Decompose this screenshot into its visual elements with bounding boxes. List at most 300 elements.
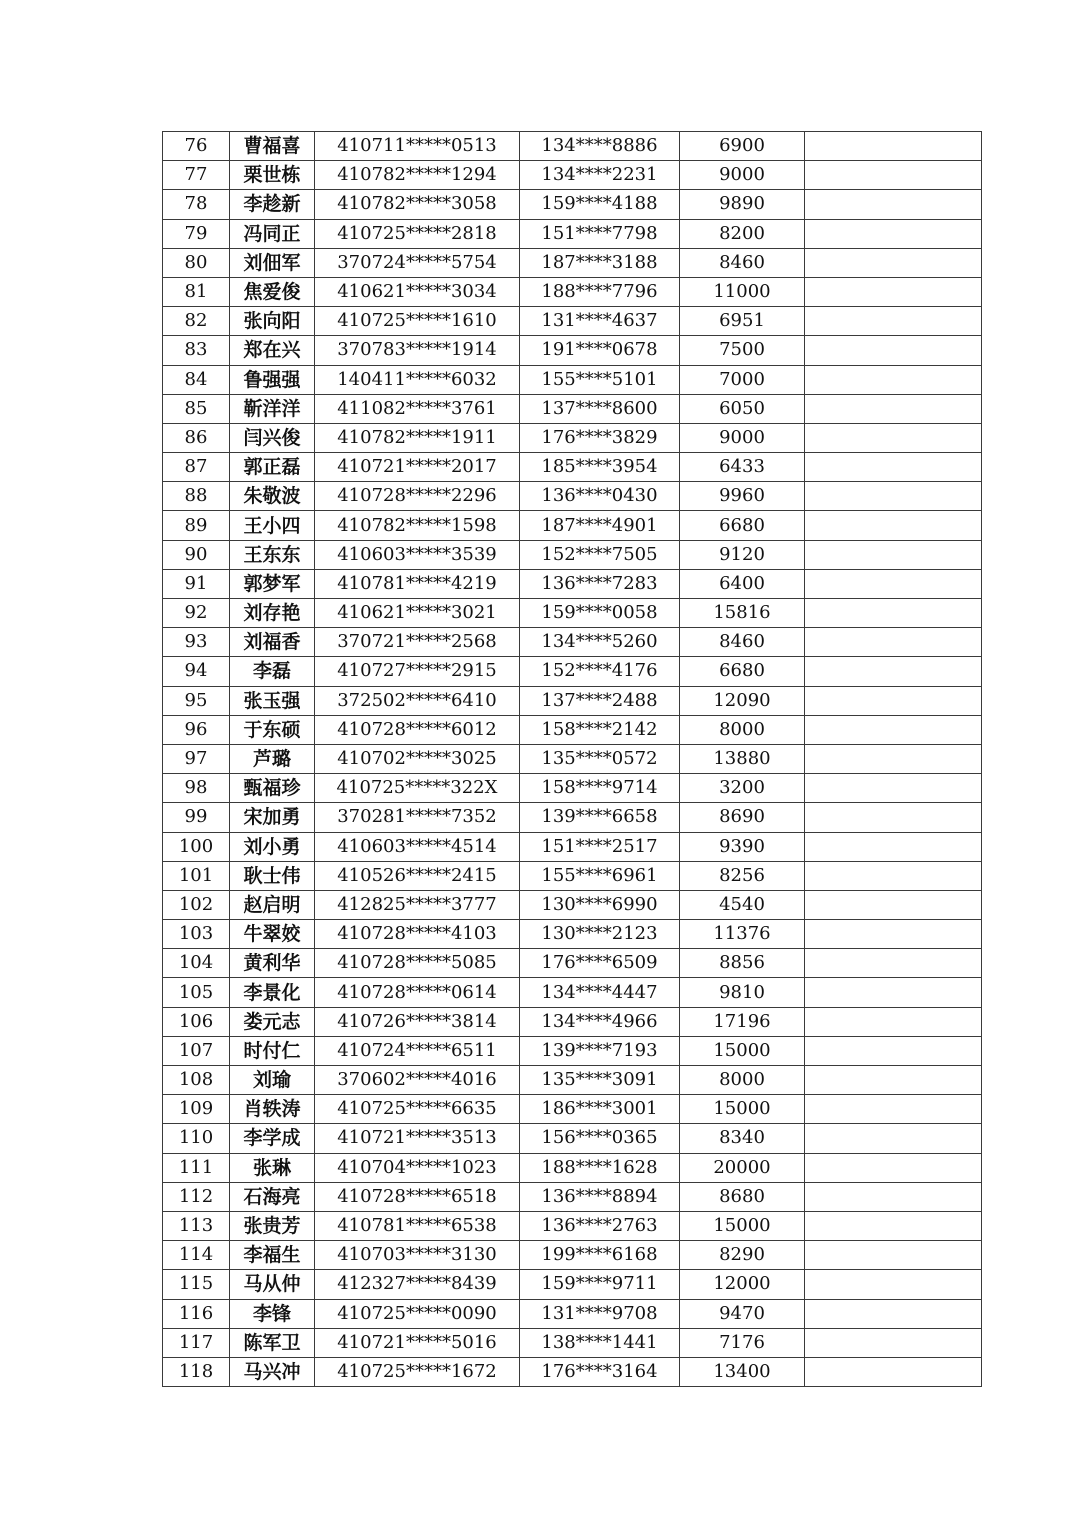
name-cell: 栗世栋 <box>230 161 315 190</box>
amount-cell: 12090 <box>680 686 805 715</box>
remark-cell <box>805 219 982 248</box>
name-cell: 张玉强 <box>230 686 315 715</box>
table-row <box>163 657 982 686</box>
row-number-cell: 94 <box>163 657 230 686</box>
amount-cell: 8680 <box>680 1182 805 1211</box>
amount-cell: 13400 <box>680 1357 805 1386</box>
id-number-cell: 370281*****7352 <box>315 803 520 832</box>
table-row <box>163 599 982 628</box>
name-cell: 赵启明 <box>230 890 315 919</box>
phone-cell: 136****0430 <box>520 482 680 511</box>
remark-cell <box>805 1270 982 1299</box>
remark-cell <box>805 540 982 569</box>
id-number-cell: 410781*****4219 <box>315 569 520 598</box>
amount-cell: 8200 <box>680 219 805 248</box>
id-number-cell: 410727*****2915 <box>315 657 520 686</box>
amount-cell: 6900 <box>680 132 805 161</box>
row-number-cell: 105 <box>163 978 230 1007</box>
remark-cell <box>805 890 982 919</box>
amount-cell: 6680 <box>680 511 805 540</box>
phone-cell: 152****7505 <box>520 540 680 569</box>
phone-cell: 187****3188 <box>520 248 680 277</box>
table-row <box>163 336 982 365</box>
phone-cell: 137****8600 <box>520 394 680 423</box>
name-cell: 靳洋洋 <box>230 394 315 423</box>
name-cell: 陈军卫 <box>230 1328 315 1357</box>
amount-cell: 9470 <box>680 1299 805 1328</box>
name-cell: 郑在兴 <box>230 336 315 365</box>
remark-cell <box>805 1036 982 1065</box>
amount-cell: 9000 <box>680 161 805 190</box>
row-number-cell: 95 <box>163 686 230 715</box>
row-number-cell: 118 <box>163 1357 230 1386</box>
row-number-cell: 88 <box>163 482 230 511</box>
table-row <box>163 219 982 248</box>
id-number-cell: 411082*****3761 <box>315 394 520 423</box>
name-cell: 李学成 <box>230 1124 315 1153</box>
remark-cell <box>805 132 982 161</box>
table-row <box>163 365 982 394</box>
row-number-cell: 82 <box>163 307 230 336</box>
remark-cell <box>805 511 982 540</box>
remark-cell <box>805 569 982 598</box>
id-number-cell: 410782*****3058 <box>315 190 520 219</box>
id-number-cell: 410724*****6511 <box>315 1036 520 1065</box>
remark-cell <box>805 248 982 277</box>
name-cell: 芦璐 <box>230 744 315 773</box>
amount-cell: 8460 <box>680 628 805 657</box>
phone-cell: 176****6509 <box>520 949 680 978</box>
amount-cell: 15816 <box>680 599 805 628</box>
name-cell: 李景化 <box>230 978 315 1007</box>
row-number-cell: 115 <box>163 1270 230 1299</box>
row-number-cell: 92 <box>163 599 230 628</box>
phone-cell: 134****5260 <box>520 628 680 657</box>
id-number-cell: 410721*****5016 <box>315 1328 520 1357</box>
phone-cell: 186****3001 <box>520 1095 680 1124</box>
amount-cell: 6050 <box>680 394 805 423</box>
table-row <box>163 540 982 569</box>
remark-cell <box>805 1357 982 1386</box>
amount-cell: 7500 <box>680 336 805 365</box>
amount-cell: 9810 <box>680 978 805 1007</box>
phone-cell: 134****2231 <box>520 161 680 190</box>
phone-cell: 158****9714 <box>520 774 680 803</box>
phone-cell: 134****4966 <box>520 1007 680 1036</box>
row-number-cell: 117 <box>163 1328 230 1357</box>
row-number-cell: 112 <box>163 1182 230 1211</box>
amount-cell: 9890 <box>680 190 805 219</box>
phone-cell: 136****8894 <box>520 1182 680 1211</box>
row-number-cell: 91 <box>163 569 230 598</box>
remark-cell <box>805 1007 982 1036</box>
table-row <box>163 569 982 598</box>
id-number-cell: 370602*****4016 <box>315 1066 520 1095</box>
row-number-cell: 86 <box>163 423 230 452</box>
remark-cell <box>805 161 982 190</box>
row-number-cell: 108 <box>163 1066 230 1095</box>
amount-cell: 9960 <box>680 482 805 511</box>
id-number-cell: 410781*****6538 <box>315 1211 520 1240</box>
id-number-cell: 410728*****6518 <box>315 1182 520 1211</box>
remark-cell <box>805 1066 982 1095</box>
table-row <box>163 1328 982 1357</box>
row-number-cell: 98 <box>163 774 230 803</box>
phone-cell: 159****0058 <box>520 599 680 628</box>
remark-cell <box>805 1182 982 1211</box>
name-cell: 张贵芳 <box>230 1211 315 1240</box>
amount-cell: 15000 <box>680 1036 805 1065</box>
remark-cell <box>805 715 982 744</box>
id-number-cell: 412825*****3777 <box>315 890 520 919</box>
id-number-cell: 370724*****5754 <box>315 248 520 277</box>
remark-cell <box>805 365 982 394</box>
phone-cell: 138****1441 <box>520 1328 680 1357</box>
amount-cell: 6951 <box>680 307 805 336</box>
table-row <box>163 1241 982 1270</box>
remark-cell <box>805 861 982 890</box>
name-cell: 张琳 <box>230 1153 315 1182</box>
amount-cell: 15000 <box>680 1211 805 1240</box>
row-number-cell: 83 <box>163 336 230 365</box>
phone-cell: 185****3954 <box>520 453 680 482</box>
phone-cell: 151****2517 <box>520 832 680 861</box>
id-number-cell: 410726*****3814 <box>315 1007 520 1036</box>
name-cell: 刘福香 <box>230 628 315 657</box>
id-number-cell: 372502*****6410 <box>315 686 520 715</box>
remark-cell <box>805 1241 982 1270</box>
phone-cell: 199****6168 <box>520 1241 680 1270</box>
name-cell: 耿士伟 <box>230 861 315 890</box>
phone-cell: 130****6990 <box>520 890 680 919</box>
id-number-cell: 410721*****2017 <box>315 453 520 482</box>
phone-cell: 151****7798 <box>520 219 680 248</box>
phone-cell: 159****4188 <box>520 190 680 219</box>
id-number-cell: 410725*****322X <box>315 774 520 803</box>
name-cell: 宋加勇 <box>230 803 315 832</box>
amount-cell: 7000 <box>680 365 805 394</box>
name-cell: 李趁新 <box>230 190 315 219</box>
row-number-cell: 89 <box>163 511 230 540</box>
row-number-cell: 110 <box>163 1124 230 1153</box>
table-row <box>163 832 982 861</box>
amount-cell: 20000 <box>680 1153 805 1182</box>
amount-cell: 8460 <box>680 248 805 277</box>
id-number-cell: 410782*****1294 <box>315 161 520 190</box>
remark-cell <box>805 949 982 978</box>
name-cell: 闫兴俊 <box>230 423 315 452</box>
table-row <box>163 1007 982 1036</box>
phone-cell: 137****2488 <box>520 686 680 715</box>
amount-cell: 9000 <box>680 423 805 452</box>
row-number-cell: 107 <box>163 1036 230 1065</box>
id-number-cell: 410603*****4514 <box>315 832 520 861</box>
name-cell: 石海亮 <box>230 1182 315 1211</box>
remark-cell <box>805 1211 982 1240</box>
phone-cell: 135****0572 <box>520 744 680 773</box>
table-row <box>163 1153 982 1182</box>
phone-cell: 135****3091 <box>520 1066 680 1095</box>
phone-cell: 176****3164 <box>520 1357 680 1386</box>
remark-cell <box>805 453 982 482</box>
remark-cell <box>805 482 982 511</box>
name-cell: 刘佃军 <box>230 248 315 277</box>
amount-cell: 8290 <box>680 1241 805 1270</box>
id-number-cell: 410703*****3130 <box>315 1241 520 1270</box>
phone-cell: 188****7796 <box>520 277 680 306</box>
table-row <box>163 394 982 423</box>
name-cell: 牛翠姣 <box>230 920 315 949</box>
row-number-cell: 100 <box>163 832 230 861</box>
id-number-cell: 410725*****0090 <box>315 1299 520 1328</box>
row-number-cell: 77 <box>163 161 230 190</box>
name-cell: 焦爱俊 <box>230 277 315 306</box>
remark-cell <box>805 277 982 306</box>
id-number-cell: 410702*****3025 <box>315 744 520 773</box>
table-row <box>163 307 982 336</box>
roster-table <box>162 131 982 1387</box>
table-row <box>163 277 982 306</box>
id-number-cell: 410621*****3021 <box>315 599 520 628</box>
table-row <box>163 920 982 949</box>
amount-cell: 11000 <box>680 277 805 306</box>
row-number-cell: 84 <box>163 365 230 394</box>
table-row <box>163 803 982 832</box>
id-number-cell: 410711*****0513 <box>315 132 520 161</box>
row-number-cell: 80 <box>163 248 230 277</box>
phone-cell: 155****6961 <box>520 861 680 890</box>
remark-cell <box>805 190 982 219</box>
name-cell: 娄元志 <box>230 1007 315 1036</box>
id-number-cell: 370783*****1914 <box>315 336 520 365</box>
name-cell: 肖轶涛 <box>230 1095 315 1124</box>
row-number-cell: 79 <box>163 219 230 248</box>
id-number-cell: 412327*****8439 <box>315 1270 520 1299</box>
amount-cell: 6400 <box>680 569 805 598</box>
id-number-cell: 410728*****0614 <box>315 978 520 1007</box>
table-row <box>163 1066 982 1095</box>
phone-cell: 152****4176 <box>520 657 680 686</box>
amount-cell: 8690 <box>680 803 805 832</box>
row-number-cell: 111 <box>163 1153 230 1182</box>
remark-cell <box>805 657 982 686</box>
table-row <box>163 453 982 482</box>
row-number-cell: 109 <box>163 1095 230 1124</box>
amount-cell: 8856 <box>680 949 805 978</box>
id-number-cell: 410725*****1610 <box>315 307 520 336</box>
table-row <box>163 628 982 657</box>
row-number-cell: 106 <box>163 1007 230 1036</box>
table-row <box>163 132 982 161</box>
row-number-cell: 87 <box>163 453 230 482</box>
name-cell: 刘瑜 <box>230 1066 315 1095</box>
id-number-cell: 410621*****3034 <box>315 277 520 306</box>
row-number-cell: 81 <box>163 277 230 306</box>
name-cell: 马从仲 <box>230 1270 315 1299</box>
amount-cell: 6680 <box>680 657 805 686</box>
name-cell: 李锋 <box>230 1299 315 1328</box>
table-row <box>163 744 982 773</box>
amount-cell: 15000 <box>680 1095 805 1124</box>
remark-cell <box>805 1095 982 1124</box>
name-cell: 冯同正 <box>230 219 315 248</box>
id-number-cell: 410728*****4103 <box>315 920 520 949</box>
phone-cell: 158****2142 <box>520 715 680 744</box>
remark-cell <box>805 336 982 365</box>
remark-cell <box>805 686 982 715</box>
id-number-cell: 410603*****3539 <box>315 540 520 569</box>
remark-cell <box>805 774 982 803</box>
name-cell: 郭正磊 <box>230 453 315 482</box>
phone-cell: 139****7193 <box>520 1036 680 1065</box>
remark-cell <box>805 628 982 657</box>
phone-cell: 191****0678 <box>520 336 680 365</box>
amount-cell: 12000 <box>680 1270 805 1299</box>
name-cell: 张向阳 <box>230 307 315 336</box>
remark-cell <box>805 394 982 423</box>
phone-cell: 136****7283 <box>520 569 680 598</box>
table-row <box>163 423 982 452</box>
id-number-cell: 410725*****6635 <box>315 1095 520 1124</box>
row-number-cell: 114 <box>163 1241 230 1270</box>
phone-cell: 136****2763 <box>520 1211 680 1240</box>
row-number-cell: 113 <box>163 1211 230 1240</box>
phone-cell: 188****1628 <box>520 1153 680 1182</box>
phone-cell: 187****4901 <box>520 511 680 540</box>
remark-cell <box>805 307 982 336</box>
roster-table-body <box>163 132 982 1387</box>
table-row <box>163 686 982 715</box>
table-row <box>163 890 982 919</box>
remark-cell <box>805 599 982 628</box>
table-row <box>163 774 982 803</box>
id-number-cell: 410704*****1023 <box>315 1153 520 1182</box>
row-number-cell: 96 <box>163 715 230 744</box>
table-row <box>163 482 982 511</box>
remark-cell <box>805 423 982 452</box>
name-cell: 郭梦军 <box>230 569 315 598</box>
name-cell: 刘小勇 <box>230 832 315 861</box>
phone-cell: 156****0365 <box>520 1124 680 1153</box>
phone-cell: 134****4447 <box>520 978 680 1007</box>
row-number-cell: 99 <box>163 803 230 832</box>
table-row <box>163 715 982 744</box>
id-number-cell: 410782*****1598 <box>315 511 520 540</box>
id-number-cell: 140411*****6032 <box>315 365 520 394</box>
table-row <box>163 1182 982 1211</box>
name-cell: 黄利华 <box>230 949 315 978</box>
table-row <box>163 1357 982 1386</box>
name-cell: 于东硕 <box>230 715 315 744</box>
table-row <box>163 1211 982 1240</box>
amount-cell: 8256 <box>680 861 805 890</box>
row-number-cell: 76 <box>163 132 230 161</box>
id-number-cell: 410526*****2415 <box>315 861 520 890</box>
phone-cell: 139****6658 <box>520 803 680 832</box>
name-cell: 刘存艳 <box>230 599 315 628</box>
row-number-cell: 103 <box>163 920 230 949</box>
amount-cell: 9120 <box>680 540 805 569</box>
table-row <box>163 1124 982 1153</box>
phone-cell: 130****2123 <box>520 920 680 949</box>
name-cell: 甄福珍 <box>230 774 315 803</box>
name-cell: 王小四 <box>230 511 315 540</box>
name-cell: 曹福喜 <box>230 132 315 161</box>
remark-cell <box>805 1328 982 1357</box>
remark-cell <box>805 803 982 832</box>
name-cell: 朱敬波 <box>230 482 315 511</box>
row-number-cell: 104 <box>163 949 230 978</box>
phone-cell: 155****5101 <box>520 365 680 394</box>
table-row <box>163 190 982 219</box>
amount-cell: 13880 <box>680 744 805 773</box>
table-row <box>163 978 982 1007</box>
amount-cell: 4540 <box>680 890 805 919</box>
amount-cell: 11376 <box>680 920 805 949</box>
row-number-cell: 93 <box>163 628 230 657</box>
table-row <box>163 161 982 190</box>
remark-cell <box>805 744 982 773</box>
id-number-cell: 410728*****6012 <box>315 715 520 744</box>
id-number-cell: 410725*****1672 <box>315 1357 520 1386</box>
table-row <box>163 248 982 277</box>
id-number-cell: 410782*****1911 <box>315 423 520 452</box>
row-number-cell: 102 <box>163 890 230 919</box>
table-row <box>163 1299 982 1328</box>
table-row <box>163 861 982 890</box>
id-number-cell: 410728*****2296 <box>315 482 520 511</box>
amount-cell: 17196 <box>680 1007 805 1036</box>
table-row <box>163 1270 982 1299</box>
phone-cell: 159****9711 <box>520 1270 680 1299</box>
amount-cell: 7176 <box>680 1328 805 1357</box>
table-row <box>163 511 982 540</box>
remark-cell <box>805 1153 982 1182</box>
name-cell: 鲁强强 <box>230 365 315 394</box>
phone-cell: 176****3829 <box>520 423 680 452</box>
name-cell: 时付仁 <box>230 1036 315 1065</box>
remark-cell <box>805 832 982 861</box>
id-number-cell: 410721*****3513 <box>315 1124 520 1153</box>
amount-cell: 8000 <box>680 715 805 744</box>
amount-cell: 3200 <box>680 774 805 803</box>
table-row <box>163 1095 982 1124</box>
phone-cell: 131****4637 <box>520 307 680 336</box>
phone-cell: 131****9708 <box>520 1299 680 1328</box>
table-row <box>163 949 982 978</box>
name-cell: 王东东 <box>230 540 315 569</box>
row-number-cell: 85 <box>163 394 230 423</box>
table-row <box>163 1036 982 1065</box>
remark-cell <box>805 1124 982 1153</box>
row-number-cell: 116 <box>163 1299 230 1328</box>
amount-cell: 8000 <box>680 1066 805 1095</box>
row-number-cell: 78 <box>163 190 230 219</box>
amount-cell: 8340 <box>680 1124 805 1153</box>
id-number-cell: 410725*****2818 <box>315 219 520 248</box>
name-cell: 马兴冲 <box>230 1357 315 1386</box>
name-cell: 李磊 <box>230 657 315 686</box>
row-number-cell: 101 <box>163 861 230 890</box>
phone-cell: 134****8886 <box>520 132 680 161</box>
row-number-cell: 90 <box>163 540 230 569</box>
id-number-cell: 370721*****2568 <box>315 628 520 657</box>
id-number-cell: 410728*****5085 <box>315 949 520 978</box>
remark-cell <box>805 920 982 949</box>
amount-cell: 6433 <box>680 453 805 482</box>
row-number-cell: 97 <box>163 744 230 773</box>
name-cell: 李福生 <box>230 1241 315 1270</box>
